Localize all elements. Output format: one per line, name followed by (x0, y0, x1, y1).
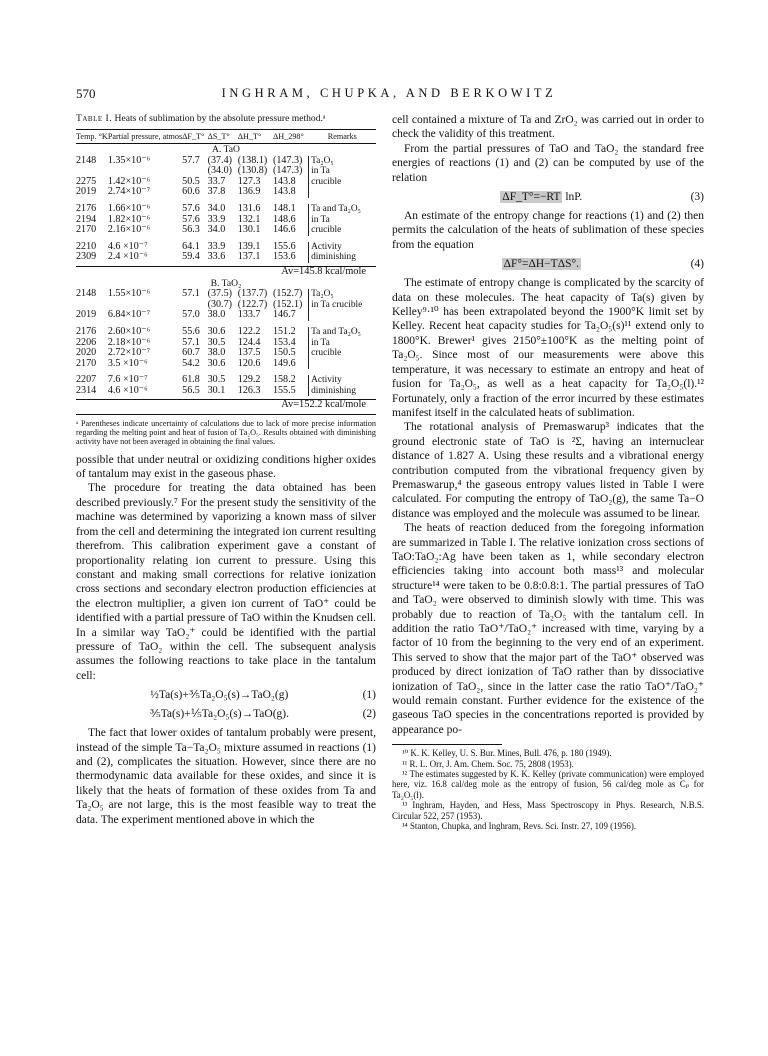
equation-number: (3) (690, 191, 704, 204)
paragraph: The estimate of entropy change is complicated by the scarcity of data on these molecules. The heat capacity of Ta(s) given by Kelley⁹·¹⁰ has been extrapolated beyond the 1900°K limit set by Kelley. Recent heat capacity studies for Ta₂O₅(s)¹¹ extend only to 1800°K. Brewer¹ gives 2150°±100°K as the melting point of Ta₂O₅. Since most of our measurements were above this temperature, it was necessary to estimate an entropy and heat of fusion for Ta₂O₅, as well as a heat capacity for Ta₂O₅(l).¹² Fortunately, only a fraction of the error incurred by these estimates manifest itself in the calculated heats of sublimation. (392, 277, 704, 419)
table-cell: 1.82×10⁻⁶ (107, 213, 151, 225)
remarks-cell (309, 359, 376, 370)
remarks-cell: in Ta crucible (309, 300, 376, 311)
reference-item: ¹⁰ K. K. Kelley, U. S. Bur. Mines, Bull. 476, p. 180 (1949). (402, 748, 612, 759)
table-cell: 2176 (76, 202, 97, 214)
table-cell: 30.6 (207, 325, 226, 337)
table-cell: 133.7 (237, 309, 261, 321)
table-cell: 122.2 (237, 325, 261, 337)
table-cell: 59.4 (182, 251, 200, 263)
table-cell: 151.2 (272, 325, 296, 337)
table-row (76, 327, 376, 338)
equation-number: (2) (362, 708, 376, 721)
table-cell: 148.1 (272, 202, 296, 214)
equation-2 (76, 707, 376, 721)
table-cell: 2.4 ×10⁻⁶ (107, 251, 148, 263)
table-header-row (76, 130, 376, 144)
remarks-cell: Ta and Ta₂O₅ (309, 327, 376, 338)
table-cell: 130.1 (237, 224, 261, 236)
equation-number: (1) (362, 689, 376, 702)
table-cell: 153.4 (272, 336, 296, 348)
table-section-a (76, 144, 376, 415)
running-head-authors: INGHRAM, CHUPKA, AND BERKOWITZ (221, 86, 557, 100)
paragraph: From the partial pressures of TaO and TaO₂ the standard free energies of reactions (1) and (2) can be computed by use of the relation (392, 142, 704, 184)
table-cell: 33.9 (207, 213, 226, 225)
paragraph: The fact that lower oxides of tantalum probably were present, instead of the simple Ta−Ta₂O₅ mixture assumed in reactions (1) and (2), complicates the situation. However, since there are no thermodynamic data available for these oxides, and since it is likely that the heats of formation of these oxides from Ta and Ta₂O₅ are not large, this is the most feasible way to treat the data. The experiment mentioned above in which the (76, 727, 376, 826)
table-cell: 7.6 ×10⁻⁷ (107, 374, 148, 386)
page-number: 570 (76, 86, 96, 101)
table-cell: 61.8 (182, 374, 200, 386)
table-cell: 136.9 (237, 186, 261, 198)
table-cell: 2148 (76, 154, 97, 166)
section-heading: A. TaO (212, 144, 240, 155)
table-cell: 55.6 (182, 325, 200, 337)
table-row (76, 187, 376, 198)
table-cell: 129.2 (237, 374, 261, 386)
table-cell: 2019 (76, 309, 97, 321)
table-cell: 1.42×10⁻⁶ (107, 175, 151, 187)
table-cell: (137.7) (237, 288, 268, 300)
table-cell: 132.1 (237, 213, 261, 225)
col-header: Temp. °K (76, 130, 108, 144)
table-cell: 30.1 (207, 384, 226, 396)
col-header: Remarks (309, 130, 376, 144)
table-cell: 124.4 (237, 336, 261, 348)
right-column (392, 113, 704, 832)
equation-highlight: ΔF°=ΔH−TΔS°. (503, 258, 579, 271)
table-cell: 30.6 (207, 357, 226, 369)
table-cell: (122.7) (237, 298, 268, 310)
paragraph: An estimate of the entropy change for reactions (1) and (2) then permits the calculation of the heats of sublimation of these species from the equation (392, 210, 704, 251)
equation-rest: lnP. (562, 191, 583, 204)
table-cell: 2.16×10⁻⁶ (107, 224, 151, 236)
table-cell: 30.5 (207, 336, 226, 348)
table-cell: 2176 (76, 325, 97, 337)
table-cell: 143.8 (272, 186, 296, 198)
equation-number: (4) (690, 258, 704, 271)
remarks-cell: diminishing (309, 386, 376, 397)
table-cell: (30.7) (207, 298, 232, 310)
table-cell: 126.3 (237, 384, 261, 396)
reference-list (392, 748, 704, 831)
table-cell: 30.5 (207, 374, 226, 386)
table-cell: 37.8 (207, 186, 226, 198)
table-cell: 137.1 (237, 251, 261, 263)
table-cell: 131.6 (237, 202, 261, 214)
col-header: ΔF_T° (182, 130, 207, 144)
table-cell: (152.1) (272, 298, 303, 310)
table-cell: 54.2 (182, 357, 200, 369)
remarks-cell: in Ta (309, 166, 376, 177)
table-cell: 120.6 (237, 357, 261, 369)
table-cell: (147.3) (272, 154, 303, 166)
average-value: Av=145.8 kcal/mole (281, 265, 366, 277)
table-cell: 3.5 ×10⁻⁶ (107, 357, 148, 369)
table-cell: 153.6 (272, 251, 296, 263)
table-cell: (34.0) (207, 165, 232, 177)
table-cell: 57.7 (182, 154, 200, 166)
equation-body: ⅗Ta(s)+⅕Ta₂O₅(s)→TaO(g). (149, 708, 289, 721)
table-cell: 34.0 (207, 202, 226, 214)
table-cell: 1.35×10⁻⁶ (107, 154, 151, 166)
table-cell: 6.84×10⁻⁷ (107, 309, 151, 321)
table-row (76, 252, 376, 263)
table-cell: 2275 (76, 175, 97, 187)
footnote-rule (392, 744, 502, 745)
table-cell: 2170 (76, 224, 97, 236)
table-cell: (37.4) (207, 154, 232, 166)
table-cell: 57.1 (182, 288, 200, 300)
table-cell: (152.7) (272, 288, 303, 300)
remarks-cell: Activity (309, 375, 376, 386)
equation-body (392, 257, 691, 271)
table-footnote: ᵃ Parentheses indicate uncertainty of calculations due to lack of more precise information regarding the melting point and heat of fusion of Ta₂O₅. Results obtained with diminishing activity have not been averaged in obtaining the final values. (76, 419, 376, 447)
remarks-cell (309, 187, 376, 198)
table-cell: 146.6 (272, 224, 296, 236)
table-cell: 2170 (76, 357, 97, 369)
remarks-cell: crucible (309, 177, 376, 188)
remarks-cell: Activity (309, 242, 376, 253)
remarks-cell: in Ta (309, 338, 376, 349)
table-cell: 57.1 (182, 336, 200, 348)
table-cell: 137.5 (237, 347, 261, 359)
table-cell: 4.6 ×10⁻⁶ (107, 384, 148, 396)
table-label: Table I. (76, 113, 113, 124)
equation-1 (76, 688, 376, 702)
remarks-cell: Ta and Ta₂O₅ (309, 204, 376, 215)
paragraph: possible that under neutral or oxidizing conditions higher oxides of tantalum may exist in the gaseous phase. (76, 453, 376, 481)
table-cell: 57.0 (182, 309, 200, 321)
table-cell: 4.6 ×10⁻⁷ (107, 240, 148, 252)
average-row (76, 400, 376, 411)
table-cell: 146.7 (272, 309, 296, 321)
table-cell: 2.60×10⁻⁶ (107, 325, 151, 337)
remarks-cell: Ta₂O₅ (309, 156, 376, 167)
average-row (76, 266, 376, 277)
remarks-cell (309, 310, 376, 321)
col-header: ΔH_T° (238, 130, 273, 144)
table-cell: 2020 (76, 347, 97, 359)
paragraph: The rotational analysis of Premaswarup³ indicates that the ground electronic state of TaO is ²Σ, having an internuclear distance of 1.827 A. Using these results and a vibrational energy contribution computed from the vibrational frequency given by Premaswarup,⁴ the gaseous entropy values listed in Table I were calculated. For computing the entropy of TaO₂(g), the same Ta−O distance was employed and the molecule was assumed to be linear. (392, 421, 704, 520)
table-cell: 139.1 (237, 240, 261, 252)
reference-item: ¹⁴ Stanton, Chupka, and Inghram, Revs. Sci. Instr. 27, 109 (1956). (402, 821, 637, 832)
reference-item: ¹³ Inghram, Hayden, and Hess, Mass Spectroscopy in Phys. Research, N.B.S. Circular 522, 257 (1953). (392, 800, 704, 821)
table-cell: 2.18×10⁻⁶ (107, 336, 151, 348)
paragraph: cell contained a mixture of Ta and ZrO₂ was carried out in order to check the validity of this treatment. (392, 114, 704, 141)
table-cell: 158.2 (272, 374, 296, 386)
table-row (76, 204, 376, 215)
table-cell: 127.3 (237, 175, 261, 187)
table-cell: 1.55×10⁻⁶ (107, 288, 151, 300)
average-value: Av=152.2 kcal/mole (281, 399, 366, 411)
table-cell: 149.6 (272, 357, 296, 369)
reference-item: ¹² The estimates suggested by K. K. Kelley (private communication) were employed here, viz. 16.8 cal/deg mole as the entropy of fusion, 56 cal/deg mole as Cₚ for Ta₂O₅(l). (392, 769, 704, 800)
table-cell: 56.5 (182, 384, 200, 396)
paragraph: The heats of reaction deduced from the foregoing information are summarized in Table I. The relative ionization cross sections of TaO:TaO₂:Ag have been taken as 1, while secondary electron efficiencies taking into account both mass¹³ and molecular structure¹⁴ were taken to be 0.8:0.8:1. The partial pressures of TaO and TaO₂ were observed to diminish slowly with time. This was probably due to reaction of Ta₂O₅ with the tantalum cell. In addition the ratio TaO⁺/TaO₂⁺ increased with time, varying by a factor of 10 from the beginning to the very end of an experiment. This served to show that the major part of the TaO⁺ observed was produced by direct ionization of TaO rather than by dissociative ionization of TaO₂, since in the latter case the ratio TaO⁺/TaO₂⁺ would remain constant. Further evidence for the existence of the gaseous TaO species in the concentrations reported is provided by appearance po- (392, 522, 704, 736)
table-cell: 1.66×10⁻⁶ (107, 202, 151, 214)
equation-4 (392, 257, 704, 271)
table-row (76, 225, 376, 236)
table-cell: 33.9 (207, 240, 226, 252)
table-cell: (147.3) (272, 165, 303, 177)
reference-item: ¹¹ R. L. Orr, J. Am. Chem. Soc. 75, 2808 (1953). (402, 758, 574, 769)
table-cell: 2019 (76, 186, 97, 198)
table-cell: (138.1) (237, 154, 268, 166)
equation-body (392, 190, 691, 204)
table-cell: 34.0 (207, 224, 226, 236)
table-cell: 150.5 (272, 347, 296, 359)
remarks-cell: diminishing (309, 252, 376, 263)
table-cell: 57.6 (182, 202, 200, 214)
table-cell: 2148 (76, 288, 97, 300)
remarks-cell: crucible (309, 225, 376, 236)
remarks-cell: crucible (309, 348, 376, 359)
table-cell: 155.6 (272, 240, 296, 252)
sublimation-table (76, 129, 376, 415)
table-bottom-rule (76, 411, 376, 415)
table-row (76, 386, 376, 397)
table-cell: 2.72×10⁻⁷ (107, 347, 151, 359)
table-cell: (130.8) (237, 165, 268, 177)
section-heading: B. TaO₂ (210, 277, 242, 289)
col-header: Partial pressure, atmos (108, 130, 182, 144)
table-title: Heats of sublimation by the absolute pressure method.ᵃ (114, 113, 326, 124)
table-cell: 33.7 (207, 175, 226, 187)
remarks-cell: Ta₂O₅ (309, 289, 376, 300)
table-cell: 57.6 (182, 213, 200, 225)
table-row (76, 359, 376, 370)
remarks-cell: in Ta (309, 215, 376, 226)
paragraph: The procedure for treating the data obtained has been described previously.⁷ For the present study the sensitivity of the machine was determined by vaporizing a known mass of silver from the cell and determining the integrated ion current resulting therefrom. This calibration experiment gave a constant of proportionality relating ion current to pressure. Using this constant and making small corrections for relative ionization cross sections and secondary electron production efficiencies at the electron multiplier, a given ion current of TaO⁺ could be identified with a partial pressure of TaO within the Knudsen cell. In a similar way TaO₂⁺ could be identified with the partial pressure of TaO₂ within the cell. The subsequent analysis assumes the following reactions to take place in the tantalum cell: (76, 482, 376, 682)
table-cell: 33.6 (207, 251, 226, 263)
table-cell: 2.74×10⁻⁷ (107, 186, 151, 198)
table-cell: 50.5 (182, 175, 200, 187)
table-caption (76, 113, 376, 125)
table-cell: 38.0 (207, 347, 226, 359)
table-cell: 56.3 (182, 224, 200, 236)
table-cell: 2194 (76, 213, 97, 225)
table-row (76, 310, 376, 321)
table-cell: 38.0 (207, 309, 226, 321)
table-cell: 148.6 (272, 213, 296, 225)
table-cell: 64.1 (182, 240, 200, 252)
table-cell: (37.5) (207, 288, 232, 300)
equation-3 (392, 190, 704, 204)
table-cell: 2314 (76, 384, 97, 396)
table-cell: 60.6 (182, 186, 200, 198)
table-cell: 60.7 (182, 347, 200, 359)
equation-highlight: ΔF_T°=−RT (502, 191, 561, 204)
table-cell: 2206 (76, 336, 97, 348)
table-cell: 143.8 (272, 175, 296, 187)
table-cell: 2207 (76, 374, 97, 386)
table-cell: 2309 (76, 251, 97, 263)
col-header: ΔH_298° (273, 130, 309, 144)
col-header: ΔS_T° (208, 130, 238, 144)
equation-body: ½Ta(s)+⅗Ta₂O₅(s)→TaO₂(g) (150, 689, 289, 702)
table-cell: 2210 (76, 240, 97, 252)
running-header (76, 86, 702, 102)
table-cell: 155.5 (272, 384, 296, 396)
left-column (76, 113, 376, 827)
